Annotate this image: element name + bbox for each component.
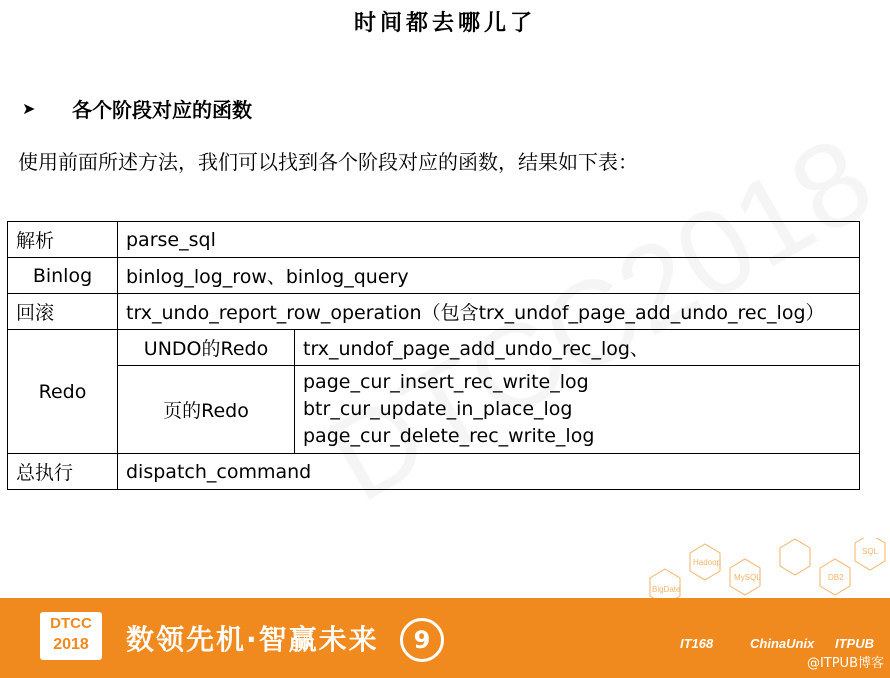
table-row [8, 330, 860, 366]
page-title: 时间都去哪儿了 [353, 11, 536, 36]
arrow-bullet-icon: ➤ [22, 99, 36, 118]
hex-label: Hadoop [693, 558, 722, 567]
edition-badge: 9 [400, 618, 444, 662]
function-cell [295, 366, 860, 454]
stage-cell: Redo [8, 330, 118, 454]
hex-label: MySQL [734, 573, 761, 582]
sponsor-logo: ITPUB [835, 636, 874, 651]
blog-credit: @ITPUB博客 [806, 656, 884, 671]
intro-text: 使用前面所述方法，我们可以找到各个阶段对应的函数，结果如下表： [18, 150, 638, 174]
table-row [8, 222, 860, 258]
function-cell: dispatch_command [118, 454, 860, 490]
section-heading [22, 94, 252, 123]
stage-cell: Binlog [8, 258, 118, 294]
sponsor-logo: IT168 [680, 636, 714, 651]
stage-cell: 总执行 [8, 454, 118, 490]
function-cell: parse_sql [118, 222, 860, 258]
hexagon-decoration [630, 538, 890, 598]
function-line: btr_cur_update_in_place_log [303, 398, 573, 420]
hex-label: SQL [862, 547, 879, 556]
dtcc-logo [40, 612, 102, 660]
footer-banner [0, 547, 890, 678]
substage-cell: UNDO的Redo [118, 330, 295, 366]
substage-cell: 页的Redo [118, 366, 295, 454]
function-cell: binlog_log_row、binlog_query [118, 258, 860, 294]
function-line: page_cur_insert_rec_write_log [303, 371, 589, 393]
table-row [8, 294, 860, 330]
stage-cell: 解析 [8, 222, 118, 258]
function-cell: trx_undof_page_add_undo_rec_log、 [295, 330, 860, 366]
stage-cell: 回滚 [8, 294, 118, 330]
logo-year-text: 2018 [53, 636, 89, 653]
sponsor-logo: ChinaUnix [750, 636, 815, 651]
hex-label: DB2 [828, 573, 844, 582]
table-row [8, 258, 860, 294]
table-row [8, 454, 860, 490]
function-table [7, 221, 860, 490]
hex-label: BigDate [652, 585, 681, 594]
section-heading-text: 各个阶段对应的函数 [72, 98, 252, 122]
slogan: 数领先机·智赢未来 [126, 623, 379, 656]
function-cell: trx_undo_report_row_operation（包含trx_undof_page_add_undo_rec_log） [118, 294, 860, 330]
function-line: page_cur_delete_rec_write_log [303, 425, 595, 447]
logo-top-text: DTCC [50, 615, 92, 632]
table-row [8, 366, 860, 454]
